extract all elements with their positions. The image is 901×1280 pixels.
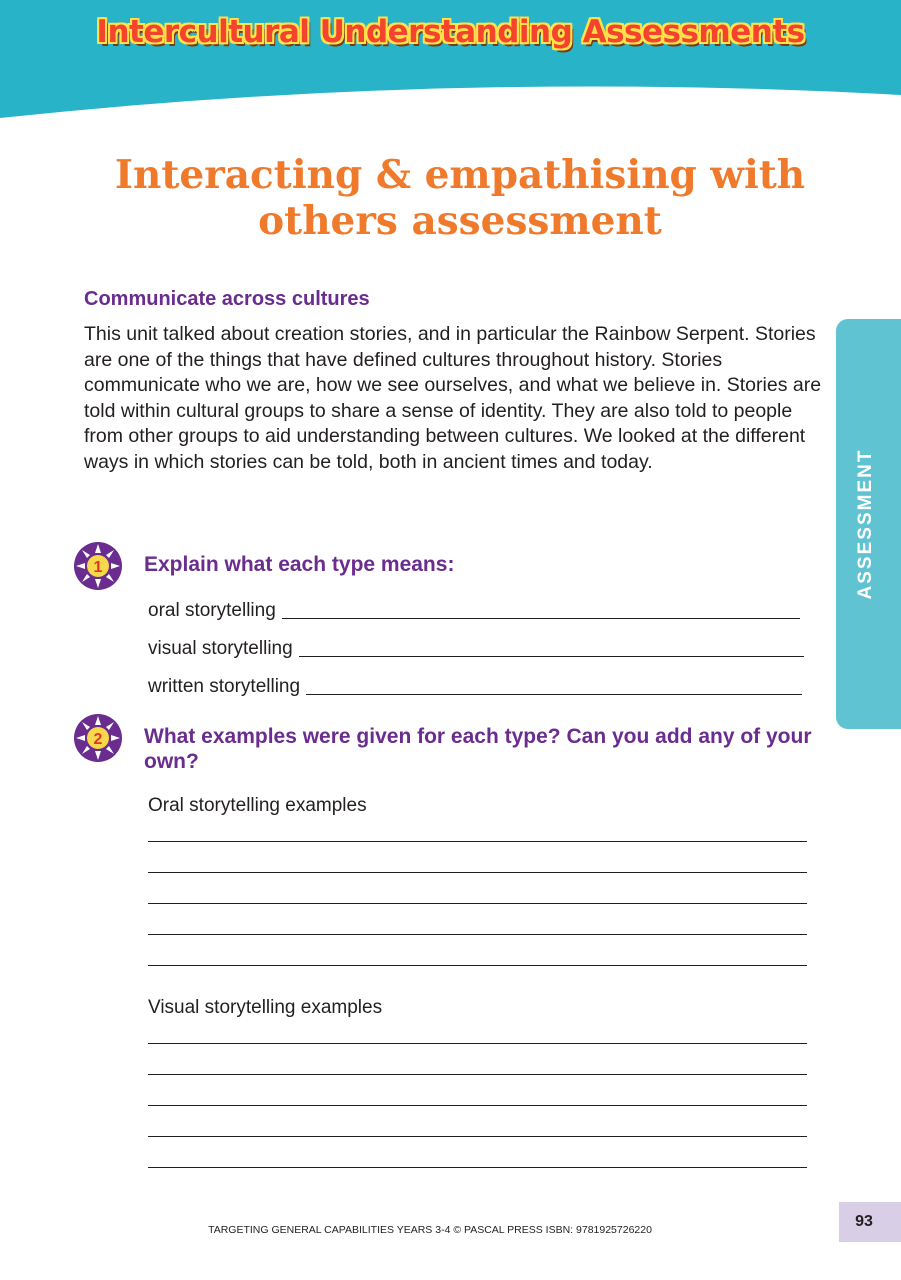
page-title-line-1: Interacting & empathising with: [114, 152, 806, 198]
writing-line[interactable]: [148, 872, 807, 873]
writing-line[interactable]: [148, 1043, 807, 1044]
answer-field-label: written storytelling: [148, 676, 301, 697]
question-2-number: 2: [93, 731, 103, 748]
question-number-badge-icon: [73, 713, 123, 763]
answer-field-oral[interactable]: [148, 598, 800, 622]
side-tab-label: ASSESSMENT: [855, 448, 876, 600]
writing-line[interactable]: [148, 934, 807, 935]
visual-examples-label: Visual storytelling examples: [148, 997, 383, 1018]
answer-field-label: visual storytelling: [148, 638, 293, 659]
page-number: 93: [855, 1213, 873, 1230]
answer-field-visual[interactable]: [148, 636, 804, 660]
writing-line[interactable]: [148, 1167, 807, 1168]
question-1-text: Explain what each type means:: [144, 553, 455, 576]
writing-line[interactable]: [148, 965, 807, 966]
answer-field-label: oral storytelling: [148, 600, 276, 621]
writing-line[interactable]: [148, 1105, 807, 1106]
question-number-badge-icon: [73, 541, 123, 591]
writing-line[interactable]: [148, 841, 807, 842]
question-1-number: 1: [93, 559, 103, 576]
oral-examples-label: Oral storytelling examples: [148, 795, 367, 816]
answer-line: [306, 694, 802, 695]
footer-text: TARGETING GENERAL CAPABILITIES YEARS 3-4 © PASCAL PRESS ISBN: 9781925726220: [208, 1224, 652, 1236]
question-2-text: What examples were given for each type? Can you add any of your own?: [144, 725, 812, 773]
writing-line[interactable]: [148, 903, 807, 904]
page-title-line-2: others assessment: [258, 198, 662, 244]
answer-line: [282, 618, 800, 619]
answer-line: [299, 656, 804, 657]
answer-field-written[interactable]: [148, 674, 802, 698]
writing-line[interactable]: [148, 1074, 807, 1075]
writing-line[interactable]: [148, 1136, 807, 1137]
page-title: [60, 152, 860, 244]
intro-paragraph: This unit talked about creation stories, and in particular the Rainbow Serpent. Stories are one of the things that have defined cultures throughout history. Stories communicate who we are, how we see ourselves, and what we believe in. Stories are told within cultural groups to share a sense of identity. They are also told to people from other groups to aid understanding between cultures. We looked at the different ways in which stories can be told, both in ancient times and today.: [84, 323, 822, 473]
header-title: Intercultural Understanding Assessments: [96, 14, 805, 50]
section-heading: Communicate across cultures: [84, 288, 370, 310]
